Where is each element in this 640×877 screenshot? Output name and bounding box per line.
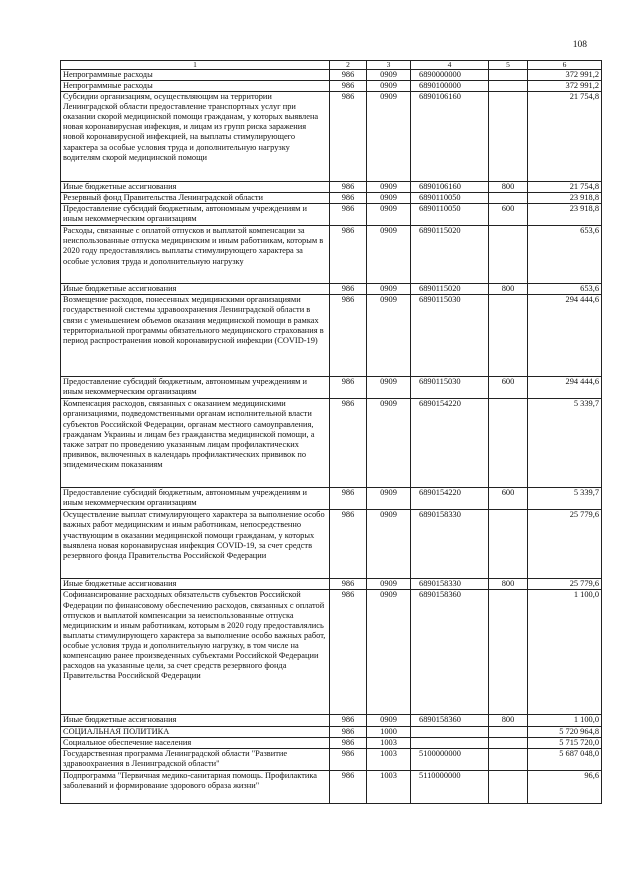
row-section-code: 1000: [367, 726, 411, 737]
table-row: [61, 284, 602, 295]
row-amount: 96,6: [528, 770, 602, 803]
table-row: [61, 770, 602, 803]
row-ved-code: 986: [330, 579, 367, 590]
row-section-code: 0909: [367, 92, 411, 182]
row-target-article: 6890106160: [411, 92, 489, 182]
row-expense-type: [489, 226, 528, 284]
column-number: 4: [411, 61, 489, 70]
row-ved-code: 986: [330, 284, 367, 295]
row-name: Иные бюджетные ассигнования: [61, 715, 330, 726]
row-target-article: 6890100000: [411, 81, 489, 92]
row-target-article: 6890115030: [411, 377, 489, 399]
row-amount: 5 339,7: [528, 488, 602, 510]
row-expense-type: [489, 81, 528, 92]
row-ved-code: 986: [330, 726, 367, 737]
row-amount: 372 991,2: [528, 70, 602, 81]
row-target-article: 6890158360: [411, 715, 489, 726]
row-target-article: 6890115020: [411, 284, 489, 295]
row-target-article: [411, 737, 489, 748]
table-row: [61, 377, 602, 399]
row-name: Субсидии организациям, осуществляющим на территории Ленинградской области предоставление транспортных услуг при оказании скорой медицинской помощи гражданам, у которых выявлена новая коронавирусная инфекция, и лицам из групп риска заражения новой коронавирусной инфекцией, на выплаты стимулирующего характера за особые условия труда и дополнительную нагрузку водителям скорой медицинской помощи: [61, 92, 330, 182]
row-name: Предоставление субсидий бюджетным, автономным учреждениям и иным некоммерческим организациям: [61, 377, 330, 399]
row-section-code: 0909: [367, 295, 411, 377]
row-amount: 5 339,7: [528, 399, 602, 488]
table-row: [61, 579, 602, 590]
row-ved-code: 986: [330, 377, 367, 399]
row-target-article: 6890110050: [411, 193, 489, 204]
table-row: [61, 70, 602, 81]
row-amount: 23 918,8: [528, 204, 602, 226]
table-row: [61, 204, 602, 226]
row-target-article: 6890115030: [411, 295, 489, 377]
row-section-code: 0909: [367, 579, 411, 590]
row-target-article: 5110000000: [411, 770, 489, 803]
row-expense-type: 600: [489, 204, 528, 226]
table-row: [61, 399, 602, 488]
row-amount: 1 100,0: [528, 590, 602, 715]
table-row: [61, 193, 602, 204]
row-section-code: 0909: [367, 204, 411, 226]
page-number: 108: [572, 40, 587, 50]
row-section-code: 0909: [367, 715, 411, 726]
row-section-code: 0909: [367, 510, 411, 579]
row-target-article: 6890158330: [411, 579, 489, 590]
row-target-article: 5100000000: [411, 748, 489, 770]
row-target-article: [411, 726, 489, 737]
row-amount: 653,6: [528, 284, 602, 295]
row-expense-type: 800: [489, 579, 528, 590]
row-name: Возмещение расходов, понесенных медицинскими организациями государственной системы здравоохранения Ленинградской области в связи с уменьшением объемов оказания медицинской помощи в рамках территориальной программы обязательного медицинского страхования в период распространения новой коронавирусной инфекции (COVID-19): [61, 295, 330, 377]
row-name: Расходы, связанные с оплатой отпусков и выплатой компенсации за неиспользованные отпуска медицинским и иным работникам, которым в 2020 году предоставлялись выплаты стимулирующего характера за особые условия труда и дополнительную нагрузку: [61, 226, 330, 284]
column-number: 1: [61, 61, 330, 70]
row-ved-code: 986: [330, 81, 367, 92]
row-expense-type: [489, 510, 528, 579]
row-amount: 1 100,0: [528, 715, 602, 726]
row-name: Государственная программа Ленинградской области "Развитие здравоохранения в Ленинградской области": [61, 748, 330, 770]
row-expense-type: [489, 590, 528, 715]
row-name: Предоставление субсидий бюджетным, автономным учреждениям и иным некоммерческим организациям: [61, 488, 330, 510]
row-section-code: 0909: [367, 81, 411, 92]
row-expense-type: [489, 748, 528, 770]
row-ved-code: 986: [330, 510, 367, 579]
row-name: Предоставление субсидий бюджетным, автономным учреждениям и иным некоммерческим организациям: [61, 204, 330, 226]
row-ved-code: 986: [330, 748, 367, 770]
row-section-code: 0909: [367, 182, 411, 193]
row-expense-type: 800: [489, 284, 528, 295]
row-section-code: 0909: [367, 226, 411, 284]
row-expense-type: [489, 726, 528, 737]
column-number-row: [61, 61, 602, 70]
row-ved-code: 986: [330, 488, 367, 510]
row-target-article: 6890158330: [411, 510, 489, 579]
row-ved-code: 986: [330, 295, 367, 377]
row-expense-type: 600: [489, 488, 528, 510]
row-ved-code: 986: [330, 715, 367, 726]
row-expense-type: [489, 92, 528, 182]
row-expense-type: 800: [489, 715, 528, 726]
row-ved-code: 986: [330, 590, 367, 715]
table-row: [61, 726, 602, 737]
row-ved-code: 986: [330, 399, 367, 488]
row-section-code: 0909: [367, 590, 411, 715]
row-amount: 25 779,6: [528, 579, 602, 590]
row-section-code: 0909: [367, 70, 411, 81]
row-section-code: 0909: [367, 488, 411, 510]
row-ved-code: 986: [330, 226, 367, 284]
row-amount: 21 754,8: [528, 182, 602, 193]
row-target-article: 6890110050: [411, 204, 489, 226]
row-name: Социальное обеспечение населения: [61, 737, 330, 748]
row-expense-type: [489, 193, 528, 204]
table-row: [61, 510, 602, 579]
row-section-code: 0909: [367, 284, 411, 295]
table-row: [61, 488, 602, 510]
row-name: Иные бюджетные ассигнования: [61, 284, 330, 295]
row-section-code: 1003: [367, 748, 411, 770]
column-number: 6: [528, 61, 602, 70]
row-ved-code: 986: [330, 70, 367, 81]
row-ved-code: 986: [330, 193, 367, 204]
row-target-article: 6890154220: [411, 488, 489, 510]
table-row: [61, 295, 602, 377]
row-amount: 5 720 964,8: [528, 726, 602, 737]
table-row: [61, 81, 602, 92]
row-section-code: 0909: [367, 193, 411, 204]
row-ved-code: 986: [330, 204, 367, 226]
row-name: Иные бюджетные ассигнования: [61, 579, 330, 590]
row-name: Компенсация расходов, связанных с оказанием медицинскими организациями, подведомственными органам исполнительной власти субъектов Российской Федерации, органам местного самоуправления, гражданам Украины и лицам без гражданства медицинской помощи, а также затрат по проведению указанным лицам профилактических прививок, включенных в календарь профилактических прививок по эпидемическим показаниям: [61, 399, 330, 488]
row-ved-code: 986: [330, 92, 367, 182]
row-target-article: 6890154220: [411, 399, 489, 488]
table-row: [61, 737, 602, 748]
row-amount: 23 918,8: [528, 193, 602, 204]
row-name: СОЦИАЛЬНАЯ ПОЛИТИКА: [61, 726, 330, 737]
row-target-article: 6890115020: [411, 226, 489, 284]
table-row: [61, 590, 602, 715]
row-expense-type: 600: [489, 377, 528, 399]
row-section-code: 0909: [367, 377, 411, 399]
row-expense-type: [489, 737, 528, 748]
row-amount: 21 754,8: [528, 92, 602, 182]
row-name: Иные бюджетные ассигнования: [61, 182, 330, 193]
row-amount: 653,6: [528, 226, 602, 284]
row-amount: 372 991,2: [528, 81, 602, 92]
row-amount: 5 715 720,0: [528, 737, 602, 748]
table-row: [61, 92, 602, 182]
table-body: [61, 70, 602, 804]
row-name: Непрограммные расходы: [61, 70, 330, 81]
column-number: 5: [489, 61, 528, 70]
row-name: Осуществление выплат стимулирующего характера за выполнение особо важных работ медицинским и иным работникам, непосредственно участвующим в оказании медицинской помощи гражданам, у которых выявлена новая коронавирусная инфекция COVID-19, за счет средств резервного фонда Правительства Российской Федерации: [61, 510, 330, 579]
row-expense-type: [489, 399, 528, 488]
row-target-article: 6890158360: [411, 590, 489, 715]
table-row: [61, 748, 602, 770]
row-amount: 5 687 048,0: [528, 748, 602, 770]
row-expense-type: 800: [489, 182, 528, 193]
row-name: Непрограммные расходы: [61, 81, 330, 92]
column-number: 3: [367, 61, 411, 70]
row-target-article: 6890106160: [411, 182, 489, 193]
table-row: [61, 715, 602, 726]
row-amount: 25 779,6: [528, 510, 602, 579]
row-ved-code: 986: [330, 182, 367, 193]
column-number: 2: [330, 61, 367, 70]
row-name: Софинансирование расходных обязательств субъектов Российской Федерации по финансовому обеспечению расходов, связанных с оплатой отпусков и выплатой компенсации за неиспользованные отпуска медицинским и иным работникам, которым в 2020 году предоставлялись выплаты стимулирующего характера за выполнение особо важных работ, особые условия труда и дополнительную нагрузку, в том числе на компенсацию ранее произведенных субъектами Российской Федерации расходов на указанные цели, за счет средств резервного фонда Правительства Российской Федерации: [61, 590, 330, 715]
row-ved-code: 986: [330, 770, 367, 803]
row-amount: 294 444,6: [528, 377, 602, 399]
budget-table: [60, 60, 602, 804]
row-name: Подпрограмма "Первичная медико-санитарная помощь. Профилактика заболеваний и формирование здорового образа жизни": [61, 770, 330, 803]
row-expense-type: [489, 295, 528, 377]
row-amount: 294 444,6: [528, 295, 602, 377]
row-expense-type: [489, 770, 528, 803]
row-section-code: 1003: [367, 737, 411, 748]
row-expense-type: [489, 70, 528, 81]
row-section-code: 0909: [367, 399, 411, 488]
table-row: [61, 226, 602, 284]
row-target-article: 6890000000: [411, 70, 489, 81]
table-row: [61, 182, 602, 193]
row-name: Резервный фонд Правительства Ленинградской области: [61, 193, 330, 204]
row-ved-code: 986: [330, 737, 367, 748]
row-section-code: 1003: [367, 770, 411, 803]
